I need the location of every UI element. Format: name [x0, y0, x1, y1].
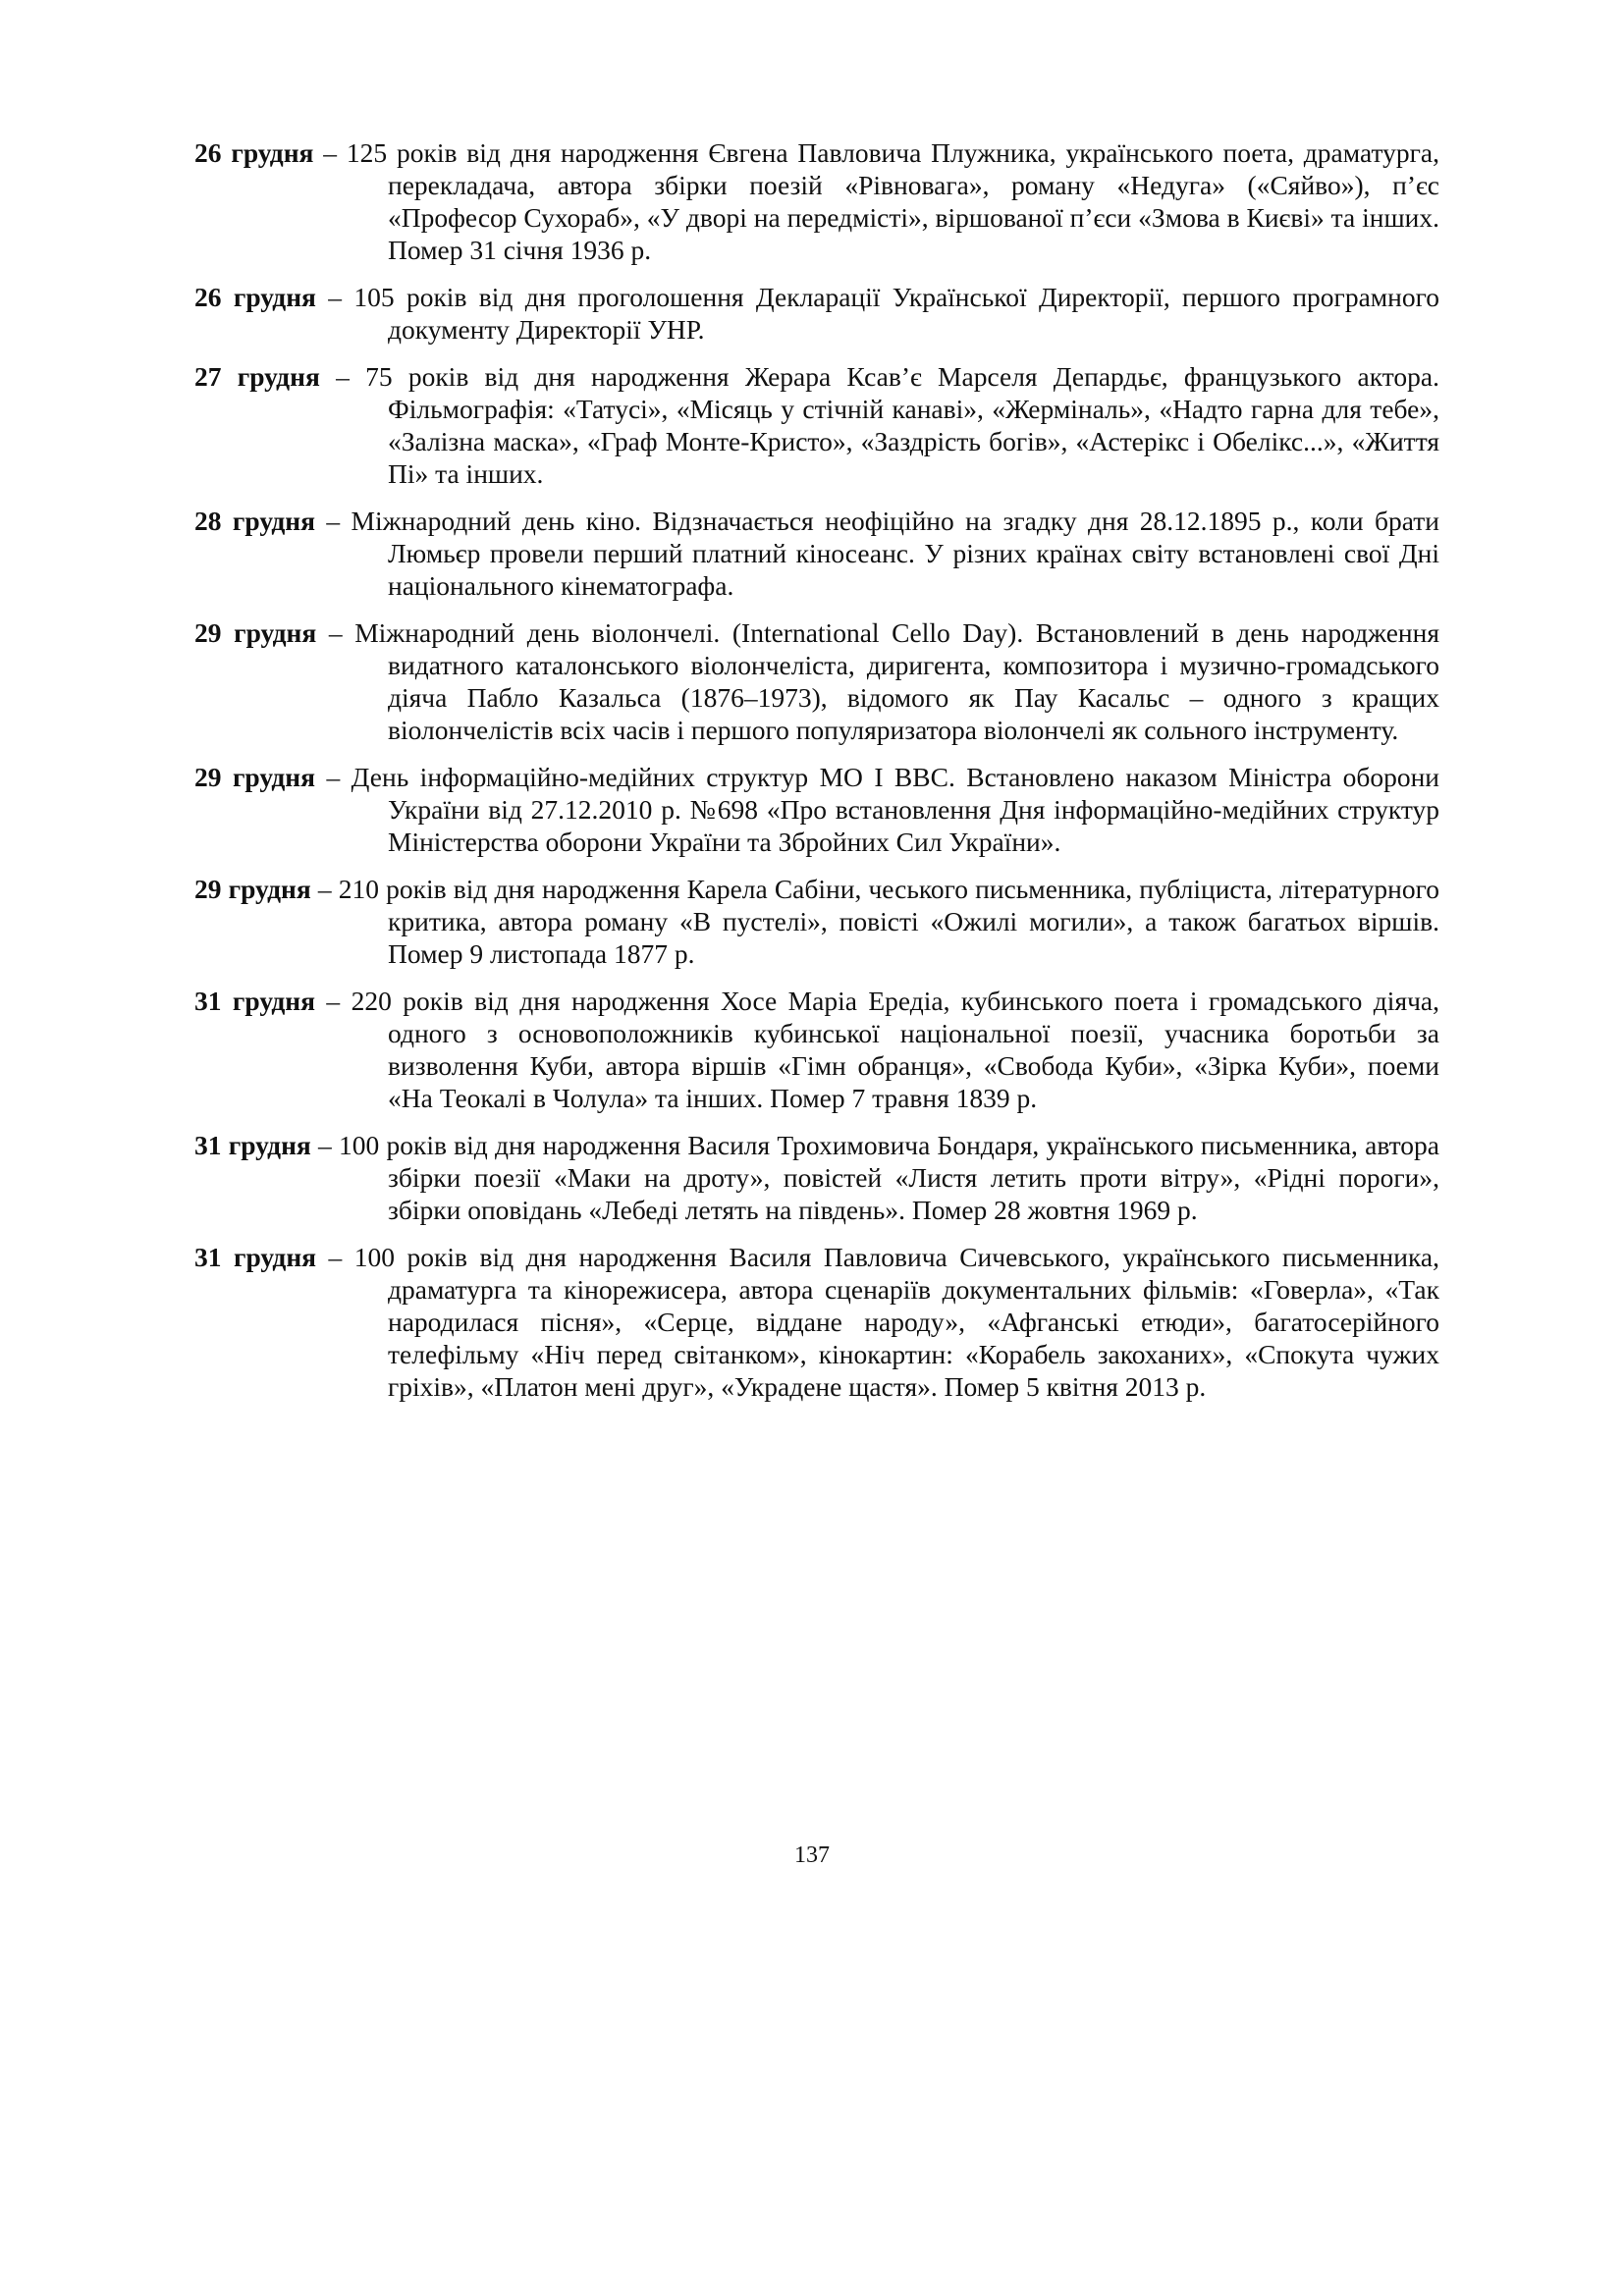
entry-date: 29 грудня — [194, 874, 311, 904]
entry-date: 27 грудня — [194, 361, 320, 392]
entry-text: – 220 років від дня народження Хосе Маріа Ередіа, кубинського поета і громадського діяча, одного з основоположників кубинської національної поезії, учасника боротьби за визволення Куби, автора віршів «Гімн обранця», «Свобода Куби», «Зірка Куби», поеми «На Теокалі в Чолула» та інших. Помер 7 травня 1839 р. — [315, 986, 1440, 1113]
entry-text: – 100 років від дня народження Василя Павловича Сичевського, українського письменника, драматурга та кінорежисера, автора сценаріїв документальних фільмів: «Говерла», «Так народилася пісня», «Серце, віддане народу», «Афганські етюди», багатосерійного телефільму «Ніч перед світанком», кінокартин: «Корабель закоханих», «Спокута чужих гріхів», «Платон мені друг», «Украдене щастя». Помер 5 квітня 2013 р. — [316, 1242, 1439, 1402]
entry-text: – 210 років від дня народження Карела Сабіни, чеського письменника, публіциста, літературного критика, автора роману «В пустелі», повісті «Ожилі могили», а також багатьох віршів. Помер 9 листопада 1877 р. — [310, 874, 1439, 969]
calendar-entries — [194, 136, 1439, 1417]
entry-date: 26 грудня — [194, 282, 316, 312]
entry-date: 31 грудня — [194, 986, 315, 1016]
entry-date: 31 грудня — [194, 1130, 311, 1160]
entry-date: 29 грудня — [194, 762, 316, 792]
entry-text: – 75 років від дня народження Жерара Ксав’є Марселя Депардьє, французького актора. Фільмографія: «Татусі», «Місяць у стічній канаві», «Жерміналь», «Надто гарна для тебе», «Залізна маска», «Граф Монте-Кристо», «Заздрість богів», «Астерікс і Обелікс...», «Життя Пі» та інших. — [319, 361, 1439, 489]
entry-text: – 125 років від дня народження Євгена Павловича Плужника, українського поета, драматурга, перекладача, автора збірки поезій «Рівновага», роману «Недуга» («Сяйво»), п’єс «Професор Сухораб», «У дворі на передмісті», віршованої п’єси «Змова в Києві» та інших. Помер 31 січня 1936 р. — [313, 137, 1439, 265]
page-number: 137 — [794, 1842, 830, 1868]
calendar-entry — [194, 616, 1439, 746]
calendar-entry — [194, 505, 1439, 602]
entry-text: – Міжнародний день віолончелі. (International Cello Day). Встановлений в день народження видатного каталонського віолончеліста, диригента, композитора і музично-громадського діяча Пабло Казальса (1876–1973), відомого як Пау Касальс – одного з кращих віолончелістів всіх часів і першого популяризатора віолончелі як сольного інструменту. — [316, 617, 1439, 745]
calendar-entry — [194, 1129, 1439, 1226]
entry-text: – День інформаційно-медійних структур МО І ВВС. Встановлено наказом Міністра оборони України від 27.12.2010 р. №698 «Про встановлення Дня інформаційно-медійних структур Міністерства оборони України та Збройних Сил України». — [315, 762, 1440, 857]
entry-text: – 105 років від дня проголошення Декларації Української Директорії, першого програмного документу Директорії УНР. — [315, 282, 1439, 345]
calendar-entry — [194, 985, 1439, 1114]
entry-date: 29 грудня — [194, 617, 317, 648]
entry-date: 28 грудня — [194, 506, 315, 536]
calendar-entry — [194, 360, 1439, 490]
entry-text: – Міжнародний день кіно. Відзначається неофіційно на згадку дня 28.12.1895 р., коли брати Люмьєр провели перший платний кіносеанс. У різних країнах світу встановлені свої Дні національного кінематографа. — [314, 506, 1439, 601]
entry-text: – 100 років від дня народження Василя Трохимовича Бондаря, українського письменника, автора збірки поезії «Маки на дроту», повістей «Листя летить проти вітру», «Рідні пороги», збірки оповідань «Лебеді летять на південь». Помер 28 жовтня 1969 р. — [310, 1130, 1439, 1225]
entry-date: 26 грудня — [194, 137, 314, 168]
calendar-entry — [194, 1241, 1439, 1403]
calendar-entry — [194, 873, 1439, 970]
entry-date: 31 грудня — [194, 1242, 317, 1272]
calendar-entry — [194, 281, 1439, 346]
calendar-entry — [194, 136, 1439, 266]
calendar-entry — [194, 761, 1439, 858]
